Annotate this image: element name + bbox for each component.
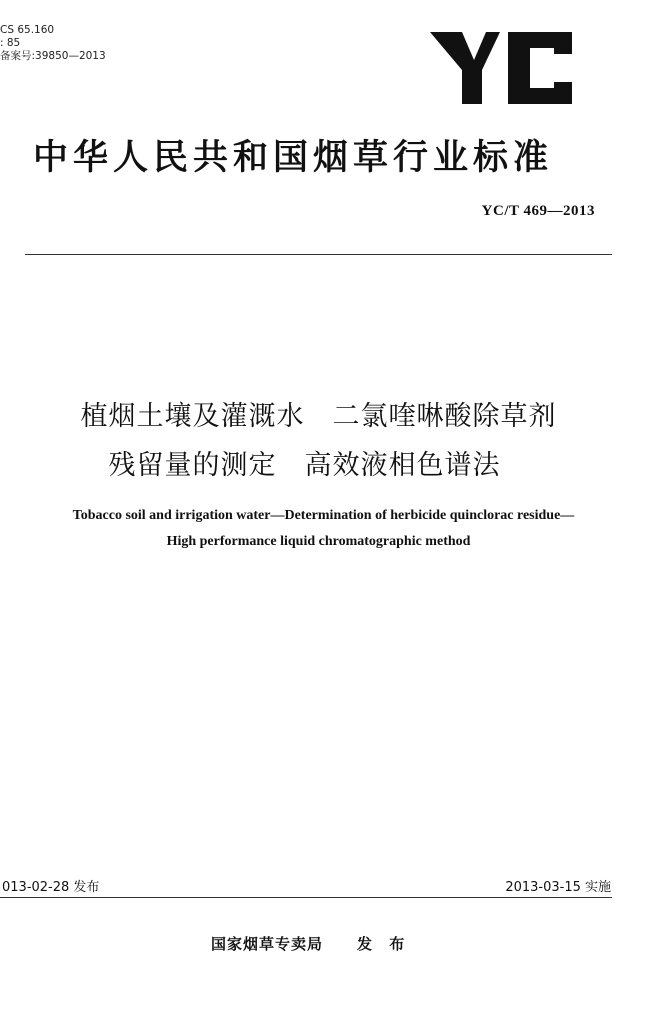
yc-logo [426, 26, 576, 108]
standard-number: YC/T 469—2013 [481, 203, 595, 219]
issuer-action: 发 布 [357, 935, 411, 953]
issue-date: 013-02-28 发布 [2, 880, 100, 895]
top-divider [25, 254, 612, 255]
ics-code: CS 65.160 [0, 24, 55, 36]
chinese-title-line-1: 植烟土壤及灌溉水 二氯喹啉酸除草剂 [80, 401, 557, 432]
implementation-date: 2013-03-15 实施 [505, 880, 611, 895]
issuer-name: 国家烟草专卖局 [211, 935, 324, 953]
issuer-block [211, 933, 410, 954]
chinese-title-line-2: 残留量的测定 高效液相色谱法 [108, 450, 501, 481]
organization-title: 中华人民共和国烟草行业标准 [33, 138, 554, 178]
bottom-divider [0, 897, 612, 898]
english-title-line-2: High performance liquid chromatographic method [166, 534, 471, 549]
record-number: 备案号:39850—2013 [0, 50, 106, 62]
logo-text: YC [501, 106, 503, 107]
category-code: : 85 [0, 37, 21, 49]
english-title-line-1: Tobacco soil and irrigation water—Determination of herbicide quinclorac residue— [72, 508, 575, 523]
standard-classification-block [0, 24, 106, 63]
